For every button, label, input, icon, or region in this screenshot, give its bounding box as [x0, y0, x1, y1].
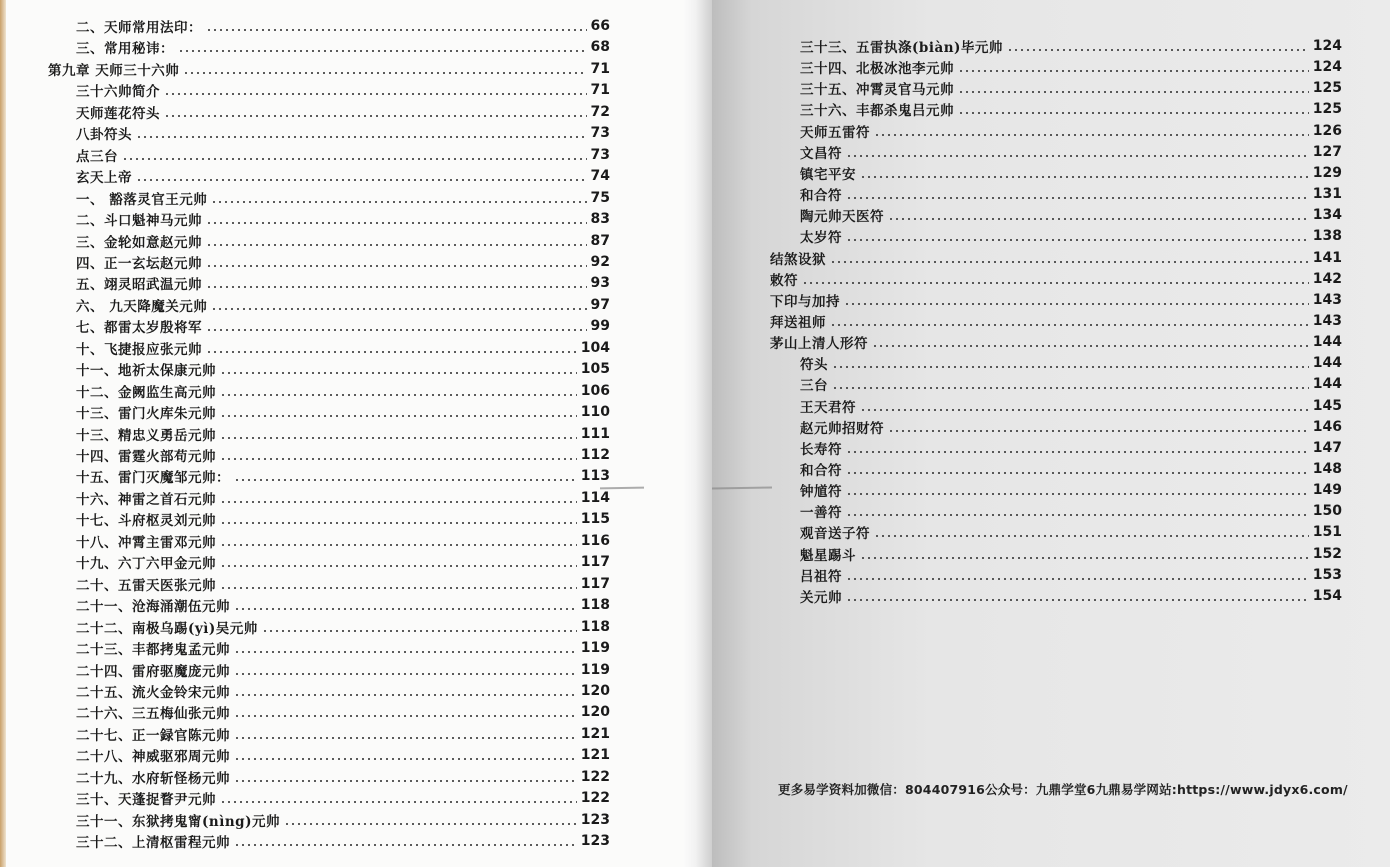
toc-entry-page-number: 125: [1312, 101, 1342, 118]
toc-leader-dots: [234, 651, 577, 653]
toc-leader-dots: [122, 158, 587, 160]
toc-entry: [76, 338, 610, 358]
toc-entry-page-number: 117: [580, 554, 610, 571]
toc-entry: [76, 359, 610, 379]
toc-entry-title: 第九章 天师三十六帅: [48, 62, 180, 79]
toc-leader-dots: [846, 514, 1309, 516]
toc-entry: [800, 438, 1342, 458]
toc-entry-page-number: 142: [1312, 270, 1342, 287]
toc-entry-title: 二十一、沧海涌潮伍元帅: [76, 599, 230, 616]
toc-entry-title: 三、常用秘讳：: [76, 41, 174, 58]
toc-leader-dots: [220, 501, 577, 503]
toc-leader-dots: [888, 430, 1309, 432]
toc-entry-title: 二十六、三五梅仙张元帅: [76, 706, 230, 723]
toc-entry-title: 十一、地祈太保康元帅: [76, 363, 216, 380]
toc-entry-title: 十二、金阙监生高元帅: [76, 384, 216, 401]
toc-entry-title: 关元帅: [800, 589, 842, 606]
toc-entry-page-number: 120: [580, 704, 610, 721]
toc-entry-page-number: 147: [1312, 439, 1342, 456]
toc-leader-dots: [234, 844, 577, 846]
toc-leader-dots: [183, 72, 586, 74]
toc-entry: [76, 681, 610, 701]
right-toc-list: [712, 0, 1390, 867]
toc-entry-page-number: 146: [1312, 418, 1342, 435]
toc-entry-page-number: 97: [590, 296, 610, 313]
toc-entry: [76, 424, 610, 444]
toc-leader-dots: [846, 197, 1309, 199]
toc-leader-dots: [234, 737, 577, 739]
toc-leader-dots: [284, 823, 577, 825]
toc-entry: [76, 724, 610, 744]
toc-leader-dots: [220, 415, 577, 417]
toc-entry-title: 天师五雷符: [800, 124, 870, 141]
toc-entry: [76, 445, 610, 465]
toc-entry-page-number: 72: [590, 103, 610, 120]
toc-leader-dots: [220, 801, 577, 803]
toc-entry: [76, 166, 610, 186]
toc-entry: [76, 574, 610, 594]
toc-entry-title: 钟馗符: [800, 484, 842, 501]
toc-entry-title: 三、金轮如意赵元帅: [76, 234, 202, 251]
toc-entry: [76, 509, 610, 529]
toc-entry: [76, 531, 610, 551]
toc-entry: [76, 617, 610, 637]
toc-entry-page-number: 114: [580, 489, 610, 506]
toc-entry: [800, 544, 1342, 564]
toc-entry: [76, 145, 610, 165]
toc-entry-title: 结煞设狱: [770, 251, 826, 268]
toc-entry: [770, 311, 1342, 331]
toc-entry: [76, 660, 610, 680]
toc-entry-page-number: 123: [580, 811, 610, 828]
toc-leader-dots: [860, 176, 1309, 178]
toc-entry: [800, 459, 1342, 479]
toc-entry-title: 点三台: [76, 148, 118, 165]
toc-entry: [76, 273, 610, 293]
toc-entry-title: 天师莲花符头: [76, 105, 160, 122]
toc-leader-dots: [206, 329, 587, 331]
toc-entry-title: 三十二、上清枢雷程元帅: [76, 835, 230, 852]
toc-entry-page-number: 134: [1312, 207, 1342, 224]
toc-entry-title: 三十四、北极冰池李元帅: [800, 61, 954, 78]
toc-entry-title: 二、斗口魁神马元帅: [76, 213, 202, 230]
toc-entry: [800, 163, 1342, 183]
toc-entry-page-number: 124: [1312, 38, 1342, 54]
toc-entry: [800, 565, 1342, 585]
toc-leader-dots: [220, 544, 577, 546]
toc-entry-title: 吕祖符: [800, 568, 842, 585]
toc-entry: [76, 209, 610, 229]
toc-entry-title: 魁星踢斗: [800, 547, 856, 564]
toc-entry: [800, 226, 1342, 246]
toc-entry: [76, 102, 610, 122]
toc-leader-dots: [874, 134, 1309, 136]
toc-entry-page-number: 129: [1312, 164, 1342, 181]
toc-entry-title: 三十三、五雷执涤(biàn)毕元帅: [800, 40, 1003, 56]
toc-leader-dots: [136, 136, 587, 138]
toc-entry-title: 十六、神雷之首石元帅: [76, 491, 216, 508]
toc-leader-dots: [846, 599, 1309, 601]
toc-leader-dots: [888, 218, 1309, 220]
toc-entry-title: 十四、雷霆火部苟元帅: [76, 449, 216, 465]
toc-entry: [76, 488, 610, 508]
toc-entry-page-number: 150: [1312, 503, 1342, 520]
toc-entry-page-number: 118: [580, 597, 610, 614]
toc-entry-title: 十八、冲霄主雷邓元帅: [76, 534, 216, 551]
toc-entry-page-number: 121: [580, 747, 610, 764]
toc-entry-title: 观音送子符: [800, 526, 870, 543]
toc-entry-page-number: 123: [580, 833, 610, 850]
toc-entry: [76, 702, 610, 722]
toc-entry: [76, 80, 610, 100]
toc-leader-dots: [234, 715, 577, 717]
toc-entry-title: 七、都雷太岁殷将军: [76, 320, 202, 337]
toc-entry-title: 十五、雷门灭魔邹元帅：: [76, 470, 230, 487]
toc-leader-dots: [211, 201, 586, 203]
toc-entry: [76, 595, 610, 615]
toc-entry-page-number: 112: [580, 447, 610, 463]
toc-entry-title: 六、 九天降魔关元帅: [76, 298, 208, 315]
toc-leader-dots: [846, 155, 1309, 157]
toc-entry-page-number: 131: [1312, 186, 1342, 203]
left-page: [0, 0, 684, 867]
toc-entry-title: 太岁符: [800, 230, 842, 247]
toc-entry: [76, 295, 610, 315]
toc-entry-title: 三十、天蓬捉瞀尹元帅: [76, 792, 216, 809]
toc-entry-page-number: 92: [590, 253, 610, 270]
toc-entry-title: 五、翊灵昭武温元帅: [76, 277, 202, 294]
toc-entry: [770, 290, 1342, 310]
toc-entry-page-number: 110: [580, 404, 610, 421]
toc-entry-title: 和合符: [800, 188, 842, 205]
toc-entry-page-number: 119: [580, 640, 610, 657]
toc-entry: [800, 586, 1342, 606]
toc-leader-dots: [206, 286, 587, 288]
toc-entry-title: 符头: [800, 357, 828, 374]
toc-entry-title: 陶元帅天医符: [800, 209, 884, 226]
toc-entry-title: 三十一、东狱拷鬼甯(nìng)元帅: [76, 813, 280, 830]
toc-entry: [800, 480, 1342, 500]
toc-leader-dots: [220, 587, 577, 589]
toc-entry-title: 十七、斗府枢灵刘元帅: [76, 513, 216, 530]
toc-entry: [800, 57, 1342, 77]
toc-leader-dots: [844, 303, 1309, 305]
toc-leader-dots: [234, 758, 577, 760]
toc-entry-page-number: 122: [580, 790, 610, 807]
toc-entry: [76, 638, 610, 658]
toc-entry: [76, 123, 610, 143]
toc-entry-page-number: 125: [1312, 80, 1342, 97]
toc-leader-dots: [1007, 49, 1309, 51]
toc-entry-page-number: 113: [580, 468, 610, 485]
toc-entry: [800, 184, 1342, 204]
toc-entry-page-number: 144: [1312, 376, 1342, 393]
toc-leader-dots: [136, 179, 587, 181]
toc-entry-page-number: 75: [590, 189, 610, 206]
toc-entry: [76, 788, 610, 808]
toc-entry-page-number: 143: [1312, 291, 1342, 308]
toc-entry: [800, 353, 1342, 373]
toc-leader-dots: [220, 394, 577, 396]
toc-entry-title: 敕符: [770, 272, 798, 289]
toc-entry-page-number: 143: [1312, 312, 1342, 329]
toc-entry: [76, 231, 610, 251]
toc-leader-dots: [234, 479, 577, 481]
toc-entry-title: 镇宅平安: [800, 166, 856, 183]
toc-leader-dots: [234, 780, 577, 782]
toc-leader-dots: [846, 493, 1309, 495]
toc-entry-page-number: 119: [580, 661, 610, 678]
toc-leader-dots: [830, 261, 1309, 263]
toc-entry-page-number: 115: [580, 511, 610, 528]
toc-entry-page-number: 73: [590, 125, 610, 142]
toc-entry-page-number: 74: [590, 168, 610, 185]
toc-entry-page-number: 151: [1312, 524, 1342, 541]
toc-entry-page-number: 66: [590, 18, 610, 34]
toc-entry: [76, 316, 610, 336]
toc-entry: [48, 59, 610, 79]
toc-entry-page-number: 126: [1312, 122, 1342, 139]
toc-entry-title: 文昌符: [800, 145, 842, 162]
toc-entry-page-number: 145: [1312, 397, 1342, 414]
toc-entry-title: 二十、五雷天医张元帅: [76, 577, 216, 594]
toc-entry: [76, 810, 610, 830]
toc-entry-title: 二十三、丰都拷鬼孟元帅: [76, 642, 230, 659]
toc-leader-dots: [860, 409, 1309, 411]
toc-entry-page-number: 148: [1312, 461, 1342, 477]
toc-entry: [800, 142, 1342, 162]
toc-leader-dots: [958, 112, 1309, 114]
toc-leader-dots: [220, 565, 577, 567]
toc-entry-title: 下印与加持: [770, 293, 840, 310]
toc-leader-dots: [830, 324, 1309, 326]
toc-entry-page-number: 117: [580, 575, 610, 592]
toc-entry-page-number: 141: [1312, 249, 1342, 266]
toc-entry-title: 四、正一玄坛赵元帅: [76, 255, 202, 272]
toc-entry: [770, 269, 1342, 289]
toc-leader-dots: [832, 366, 1309, 368]
toc-entry-page-number: 149: [1312, 482, 1342, 499]
toc-leader-dots: [846, 451, 1309, 453]
toc-entry-title: 三十六、丰都杀鬼吕元帅: [800, 103, 954, 120]
toc-leader-dots: [220, 458, 577, 460]
toc-leader-dots: [220, 372, 577, 374]
toc-entry-page-number: 121: [580, 725, 610, 742]
toc-leader-dots: [846, 472, 1309, 474]
toc-leader-dots: [846, 578, 1309, 580]
toc-entry-page-number: 99: [590, 318, 610, 335]
toc-entry-page-number: 154: [1312, 587, 1342, 604]
right-page: [712, 0, 1390, 867]
footer-note: 更多易学资料加微信：804407916公众号：九鼎学堂6九鼎易学网站:https://www.jdyx6.com/: [778, 782, 1348, 797]
toc-entry-title: 二十二、南极乌踢(yì)吴元帅: [76, 620, 258, 637]
toc-leader-dots: [206, 244, 587, 246]
toc-entry-title: 三十六帅简介: [76, 84, 160, 101]
toc-leader-dots: [234, 608, 577, 610]
toc-entry: [76, 466, 610, 486]
toc-entry: [76, 381, 610, 401]
toc-leader-dots: [958, 91, 1309, 93]
toc-leader-dots: [206, 351, 577, 353]
toc-entry-title: 一善符: [800, 505, 842, 522]
toc-entry: [76, 37, 610, 57]
toc-entry: [770, 248, 1342, 268]
toc-entry-page-number: 120: [580, 682, 610, 699]
toc-entry-page-number: 111: [580, 425, 610, 442]
toc-leader-dots: [262, 630, 577, 632]
toc-entry-title: 王天君符: [800, 399, 856, 416]
toc-entry: [770, 332, 1342, 352]
toc-entry: [800, 396, 1342, 416]
toc-entry: [800, 374, 1342, 394]
toc-entry-page-number: 127: [1312, 143, 1342, 160]
toc-entry: [800, 205, 1342, 225]
toc-leader-dots: [164, 93, 587, 95]
toc-entry-title: 二十四、雷府驱魔庞元帅: [76, 663, 230, 680]
book-gutter: [684, 0, 712, 867]
toc-entry-page-number: 152: [1312, 545, 1342, 562]
toc-entry-title: 二十九、水府斩怪杨元帅: [76, 770, 230, 787]
toc-entry-title: 十九、六丁六甲金元帅: [76, 556, 216, 573]
toc-entry-page-number: 138: [1312, 228, 1342, 245]
toc-entry-title: 二十七、正一録官陈元帅: [76, 727, 230, 744]
toc-leader-dots: [234, 694, 577, 696]
toc-leader-dots: [220, 437, 577, 439]
toc-entry-title: 八卦符头: [76, 127, 132, 144]
toc-entry-page-number: 71: [590, 82, 610, 99]
toc-entry-title: 玄天上帝: [76, 170, 132, 187]
toc-entry-title: 茅山上清人形符: [770, 336, 868, 353]
toc-entry-page-number: 93: [590, 275, 610, 292]
toc-entry-page-number: 106: [580, 382, 610, 399]
toc-leader-dots: [234, 673, 577, 675]
toc-entry-page-number: 153: [1312, 566, 1342, 583]
toc-leader-dots: [958, 70, 1309, 72]
toc-leader-dots: [846, 239, 1309, 241]
toc-entry-title: 三十五、冲霄灵官马元帅: [800, 82, 954, 99]
toc-entry-page-number: 144: [1312, 334, 1342, 351]
toc-entry: [76, 252, 610, 272]
toc-entry-title: 十三、雷门火库朱元帅: [76, 406, 216, 423]
toc-leader-dots: [211, 308, 586, 310]
toc-entry-page-number: 71: [590, 60, 610, 77]
toc-entry-title: 拜送祖师: [770, 314, 826, 331]
toc-entry: [800, 522, 1342, 542]
toc-entry-page-number: 118: [580, 618, 610, 635]
toc-entry-title: 和合符: [800, 463, 842, 479]
toc-entry-title: 三台: [800, 378, 828, 395]
toc-entry-title: 十三、精忠义勇岳元帅: [76, 427, 216, 444]
toc-leader-dots: [220, 522, 577, 524]
toc-leader-dots: [206, 265, 587, 267]
toc-leader-dots: [860, 557, 1309, 559]
toc-entry-title: 赵元帅招财符: [800, 420, 884, 437]
toc-entry-page-number: 105: [580, 361, 610, 378]
toc-entry-page-number: 68: [590, 39, 610, 56]
toc-entry: [76, 831, 610, 851]
toc-entry: [800, 99, 1342, 119]
toc-entry-title: 二十五、流火金铃宋元帅: [76, 684, 230, 701]
toc-entry-page-number: 122: [580, 768, 610, 785]
toc-entry: [800, 78, 1342, 98]
toc-leader-dots: [206, 29, 587, 31]
toc-entry-title: 十、飞捷报应张元帅: [76, 341, 202, 358]
toc-entry: [800, 121, 1342, 141]
toc-entry-page-number: 87: [590, 232, 610, 249]
toc-entry: [76, 745, 610, 765]
toc-entry: [800, 501, 1342, 521]
toc-leader-dots: [874, 535, 1309, 537]
toc-leader-dots: [178, 50, 587, 52]
toc-entry: [76, 402, 610, 422]
toc-entry: [76, 552, 610, 572]
toc-leader-dots: [164, 115, 587, 117]
toc-entry-title: 二十八、神威驱邪周元帅: [76, 749, 230, 766]
toc-leader-dots: [802, 282, 1309, 284]
toc-leader-dots: [206, 222, 587, 224]
toc-entry-title: 一、 豁落灵官王元帅: [76, 191, 208, 208]
toc-entry: [800, 36, 1342, 56]
toc-entry-page-number: 73: [590, 146, 610, 163]
toc-entry: [76, 188, 610, 208]
toc-entry-title: 长寿符: [800, 441, 842, 458]
toc-entry: [800, 417, 1342, 437]
toc-entry-page-number: 83: [590, 211, 610, 228]
toc-entry-page-number: 104: [580, 339, 610, 356]
toc-leader-dots: [872, 345, 1309, 347]
toc-entry: [76, 16, 610, 36]
toc-entry: [76, 767, 610, 787]
toc-entry-page-number: 116: [580, 532, 610, 549]
toc-entry-page-number: 124: [1312, 59, 1342, 76]
left-toc-list: [0, 0, 684, 867]
toc-leader-dots: [832, 387, 1309, 389]
toc-entry-page-number: 144: [1312, 355, 1342, 372]
toc-entry-title: 二、天师常用法印：: [76, 20, 202, 36]
